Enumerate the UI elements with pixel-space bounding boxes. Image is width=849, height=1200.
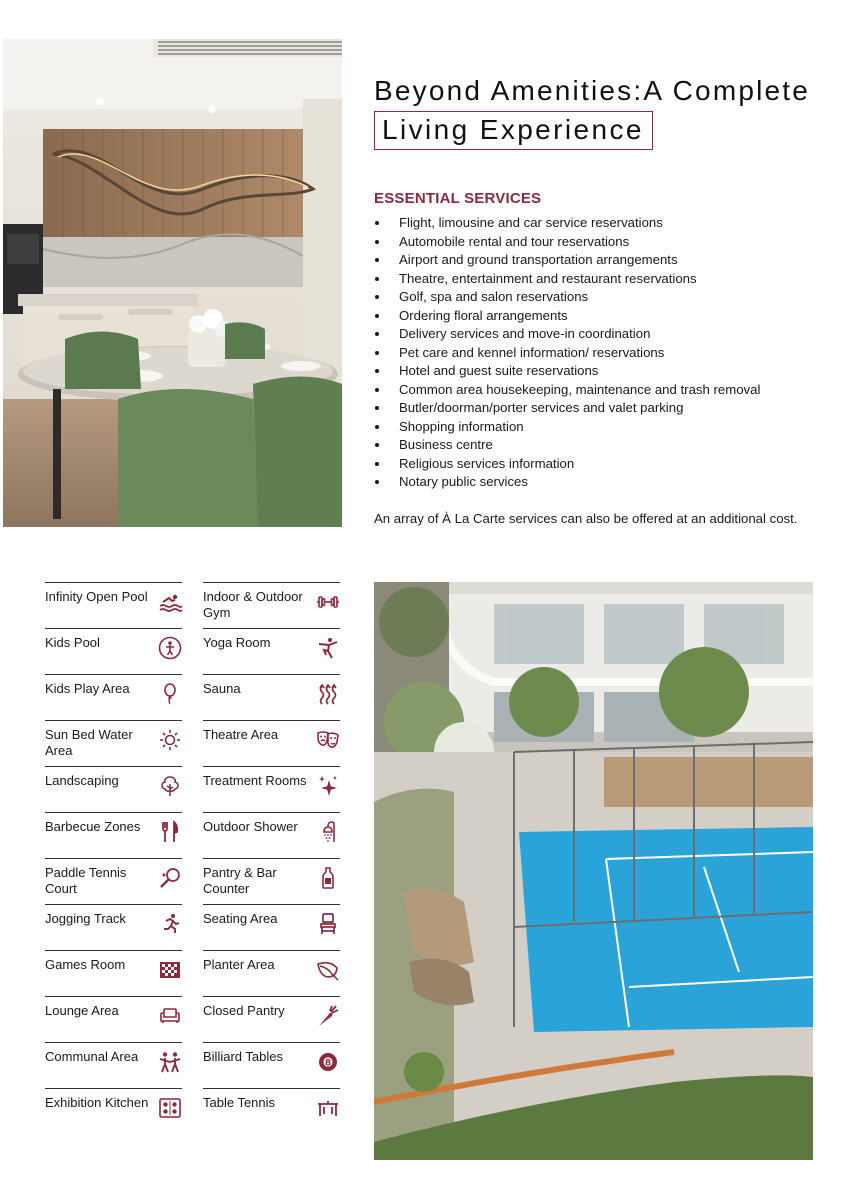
amenity-row [45,674,182,719]
amenity-row [45,1042,182,1087]
amenity-row [203,1088,340,1133]
amenity-row [203,1042,340,1087]
amenity-label: Sun Bed Water Area [45,727,133,758]
amenity-label: Jogging Track [45,911,126,926]
amenity-row [203,904,340,949]
list-item: Business centre [374,436,834,455]
amenities-column-1 [45,582,182,1134]
list-item: Automobile rental and tour reservations [374,233,834,252]
amenity-row [45,582,182,627]
masks-icon [316,728,340,752]
amenity-label: Table Tennis [203,1095,276,1110]
amenity-row [203,766,340,811]
aerial-court-photo [374,582,813,1160]
list-item: Shopping information [374,418,834,437]
list-item: Airport and ground transportation arrangements [374,251,834,270]
amenity-label: Theatre Area [203,727,279,742]
amenity-row [203,950,340,995]
sparkle-icon [316,774,340,798]
interior-photo [3,39,342,527]
list-item: Flight, limousine and car service reservations [374,214,834,233]
amenity-row [45,858,182,903]
amenity-label: Barbecue Zones [45,819,141,834]
amenity-label: Closed Pantry [203,1003,285,1018]
list-item: Golf, spa and salon reservations [374,288,834,307]
a-la-carte-note: An array of À La Carte services can also be offered at an additional cost. [374,511,798,526]
list-item: Butler/doorman/porter services and valet parking [374,399,834,418]
list-item: Delivery services and move-in coordination [374,325,834,344]
chair-icon [316,912,340,936]
amenity-row [203,720,340,765]
amenity-label: Lounge Area [45,1003,119,1018]
sun-icon [158,728,182,752]
essential-services-title: ESSENTIAL SERVICES [374,190,542,207]
yoga-icon [316,636,340,660]
amenity-label: Seating Area [203,911,278,926]
cutlery-icon [158,820,182,844]
amenity-label: Exhibition Kitchen [45,1095,149,1110]
amenity-label: Pantry & Bar Counter [203,865,277,896]
amenity-label: Kids Play Area [45,681,130,696]
amenity-label: Outdoor Shower [203,819,298,834]
billiard-ball-number: 8 [324,1058,332,1069]
amenity-label: Indoor & Outdoor Gym [203,589,303,620]
amenity-label: Paddle Tennis Court [45,865,127,896]
amenities-column-2 [203,582,340,1134]
sofa-icon [158,1004,182,1028]
swimmer-icon [158,590,182,614]
amenity-row [203,582,340,627]
checkerboard-icon [158,958,182,982]
tree-icon [158,774,182,798]
billiard-ball-icon [316,1050,340,1074]
essential-services-list [374,214,834,492]
amenity-label: Games Room [45,957,126,972]
amenity-row [45,1088,182,1133]
amenity-row [203,996,340,1041]
child-icon [158,636,182,660]
list-item: Hotel and guest suite reservations [374,362,834,381]
amenity-label: Communal Area [45,1049,139,1064]
amenity-label: Sauna [203,681,241,696]
amenity-row [203,812,340,857]
headline-line-1: Beyond Amenities:A Complete [374,75,811,106]
amenity-row [45,628,182,673]
amenity-label: Landscaping [45,773,119,788]
stove-icon [158,1096,182,1120]
list-item: Common area housekeeping, maintenance and trash removal [374,381,834,400]
amenity-label: Billiard Tables [203,1049,283,1064]
amenity-label: Kids Pool [45,635,100,650]
amenity-label: Yoga Room [203,635,271,650]
racket-icon [158,866,182,890]
amenity-row [45,904,182,949]
amenity-row [45,720,182,765]
list-item: Ordering floral arrangements [374,307,834,326]
runner-icon [158,912,182,936]
people-icon [158,1050,182,1074]
carrot-icon [316,1004,340,1028]
table-icon [316,1096,340,1120]
list-item: Theatre, entertainment and restaurant reservations [374,270,834,289]
list-item: Pet care and kennel information/ reservations [374,344,834,363]
amenity-row [203,858,340,903]
balloon-icon [158,682,182,706]
amenity-row [203,674,340,719]
shower-icon [316,820,340,844]
leaf-icon [316,958,340,982]
amenity-row [45,996,182,1041]
amenity-label: Infinity Open Pool [45,589,148,604]
amenity-row [203,628,340,673]
dumbbell-icon [316,590,340,614]
amenity-row [45,766,182,811]
list-item: Religious services information [374,455,834,474]
bottle-icon [316,866,340,890]
amenity-row [45,812,182,857]
amenity-row [45,950,182,995]
amenity-label: Treatment Rooms [203,773,307,788]
list-item: Notary public services [374,473,834,492]
headline-line-2-boxed: Living Experience [374,111,653,150]
amenity-label: Planter Area [203,957,275,972]
headline [374,74,834,150]
steam-icon [316,682,340,706]
